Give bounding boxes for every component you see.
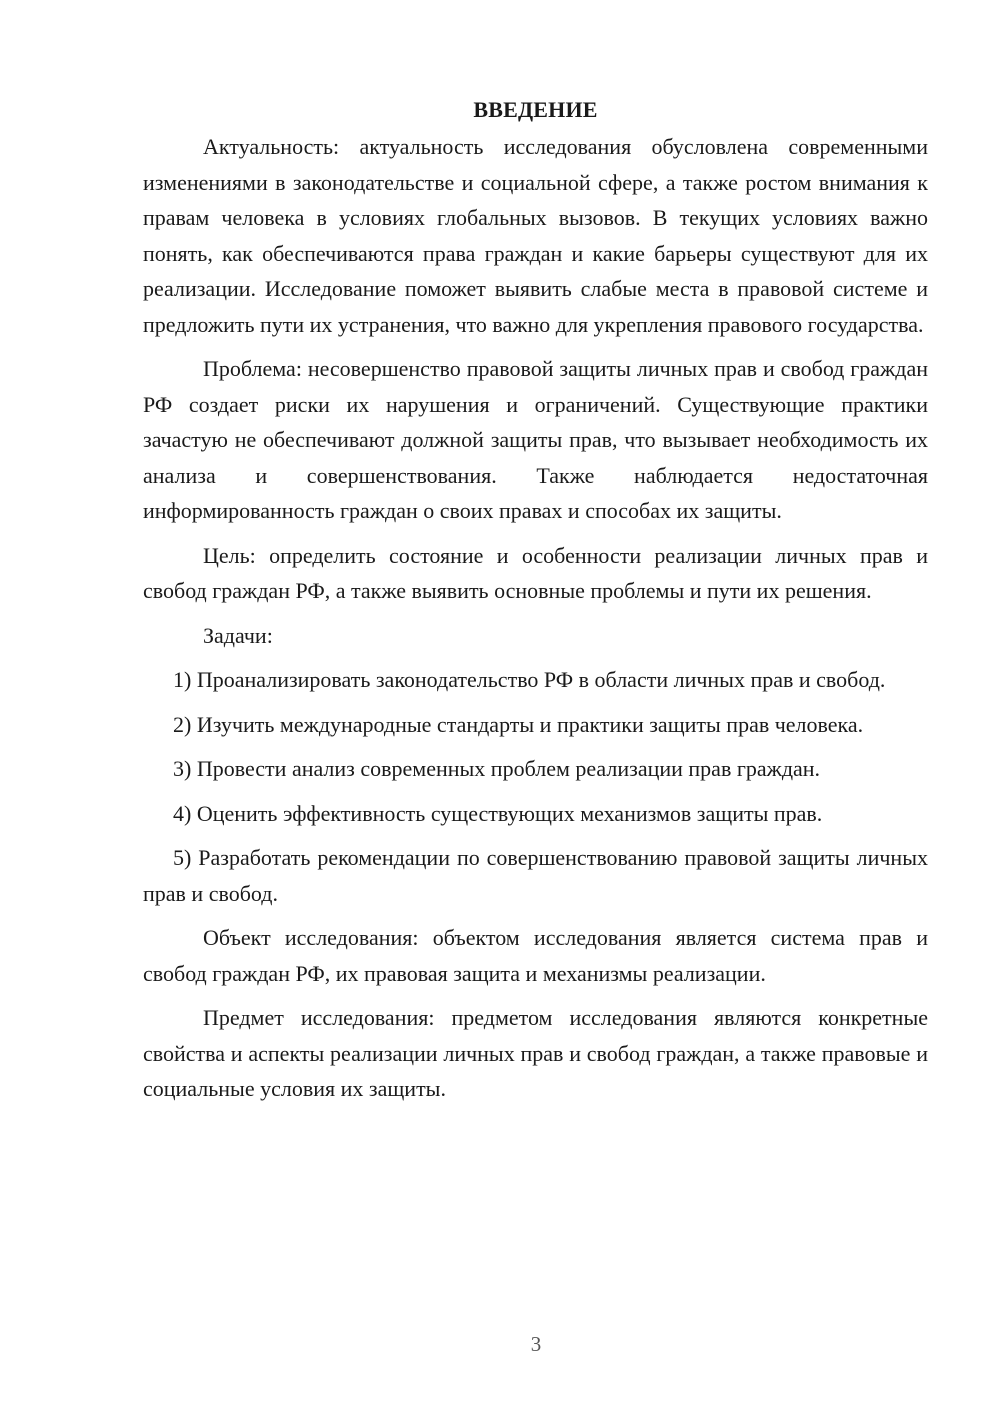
tasks-heading: Задачи:: [203, 622, 273, 648]
page-number: 3: [530, 1332, 542, 1356]
task-item: 5) Разработать рекомендации по совершенствованию правовой защиты личных прав и свобод.: [143, 845, 928, 906]
task-item: 3) Провести анализ современных проблем реализации прав граждан.: [173, 756, 821, 781]
page-title: ВВЕДЕНИЕ: [473, 97, 598, 122]
relevance-paragraph: Актуальность: актуальность исследования обусловлена современными изменениями в законодательстве и социальной сфере, а также ростом внимания к правам человека в условиях глобальных вызовов. В текущих условиях важно понять, как обеспечиваются права граждан и какие барьеры существуют для их реализации. Исследование поможет выявить слабые места в правовой системе и предложить пути их устранения, что важно для укрепления правового государства.: [143, 134, 928, 337]
goal-paragraph: Цель: определить состояние и особенности реализации личных прав и свобод граждан РФ, а также выявить основные проблемы и пути их решения.: [143, 542, 928, 603]
task-item: 2) Изучить международные стандарты и практики защиты прав человека.: [173, 711, 864, 737]
document-page: [143, 92, 928, 1116]
task-item: 4) Оценить эффективность существующих механизмов защиты прав.: [173, 800, 823, 826]
problem-paragraph: Проблема: несовершенство правовой защиты личных прав и свобод граждан РФ создает риски их нарушения и ограничений. Существующие практики зачастую не обеспечивают должной защиты прав, что вызывает необходимость их анализа и совершенствования. Также наблюдается недостаточная информированность граждан о своих правах и способах их защиты.: [143, 356, 928, 523]
object-paragraph: Объект исследования: объектом исследования является система прав и свобод граждан РФ, их правовая защита и механизмы реализации.: [143, 925, 928, 986]
task-item: 1) Проанализировать законодательство РФ в области личных прав и свобод.: [173, 667, 886, 692]
subject-paragraph: Предмет исследования: предметом исследования являются конкретные свойства и аспекты реализации личных прав и свобод граждан, а также правовые и социальные условия их защиты.: [143, 1005, 928, 1101]
